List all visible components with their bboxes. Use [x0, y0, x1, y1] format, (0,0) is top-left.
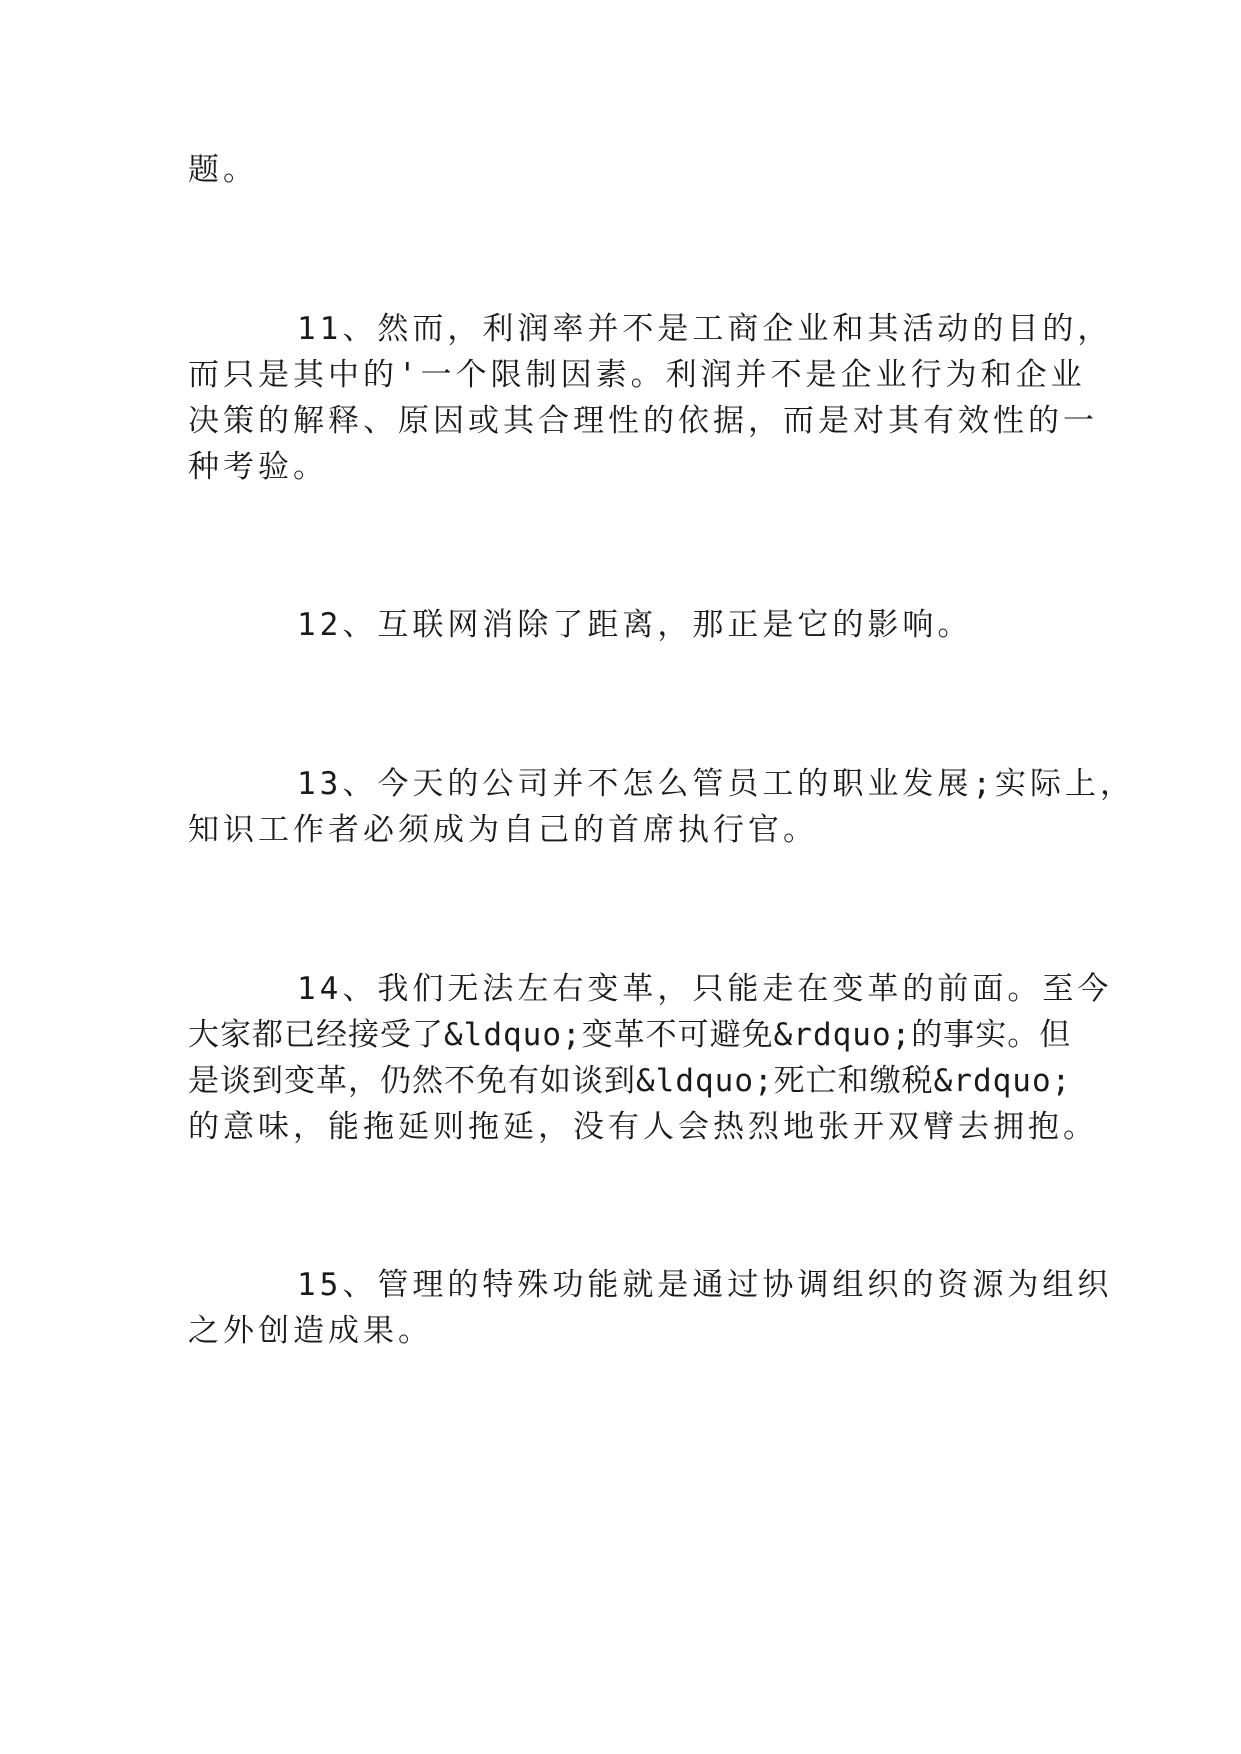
paragraph-line: 之外创造成果。	[188, 1313, 433, 1349]
paragraph-line: 的意味，能拖延则拖延，没有人会热烈地张开双臂去拥抱。	[188, 1109, 1098, 1145]
paragraph-line: 是谈到变革，仍然不免有如谈到&ldquo;死亡和缴税&rdquo;	[188, 1063, 1072, 1099]
paragraph-line: 12、互联网消除了距离，那正是它的影响。	[297, 607, 973, 643]
paragraph-line: 15、管理的特殊功能就是通过协调组织的资源为组织	[297, 1267, 1113, 1303]
paragraph-line: 种考验。	[188, 449, 328, 485]
paragraph-line: 11、然而，利润率并不是工商企业和其活动的目的，	[297, 311, 1113, 347]
paragraph-line: 决策的解释、原因或其合理性的依据，而是对其有效性的一	[188, 403, 1098, 439]
paragraph-line: 14、我们无法左右变革，只能走在变革的前面。至今	[297, 971, 1113, 1007]
paragraph-line: 知识工作者必须成为自己的首席执行官。	[188, 812, 818, 848]
paragraph-line: 13、今天的公司并不怎么管员工的职业发展;实际上，	[297, 766, 1135, 802]
paragraph-line: 大家都已经接受了&ldquo;变革不可避免&rdquo;的事实。但	[188, 1017, 1072, 1053]
paragraph-line: 题。	[188, 152, 258, 188]
paragraph-line: 而只是其中的'一个限制因素。利润并不是企业行为和企业	[188, 357, 1086, 393]
